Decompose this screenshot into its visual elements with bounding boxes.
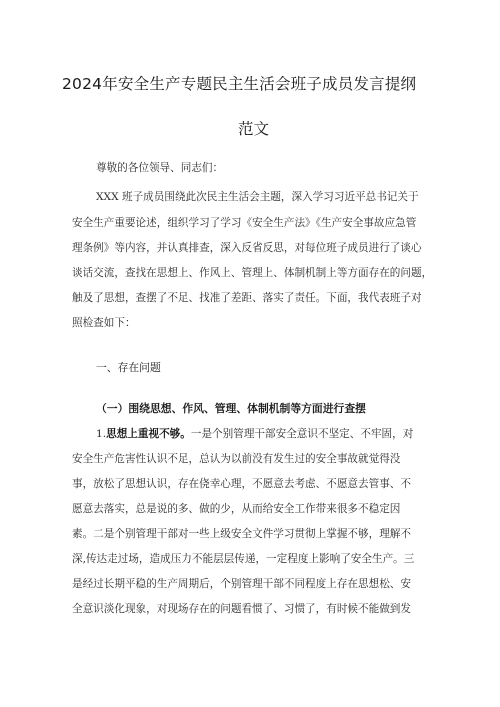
item-heading: 思想上重视不够。 (106, 428, 191, 440)
paragraph-line: 谈话交流，查找在思想上、作风上、管理上、体制机制上等方面存在的问题， (72, 267, 433, 279)
item-number: 1. (96, 428, 107, 440)
salutation: 尊敬的各位领导、同志们： (96, 162, 224, 174)
paragraph-first-line (96, 426, 413, 441)
paragraph-line: 安全生产重要论述，组织学习了学习《安全生产法》《生产安全事故应急管 (72, 217, 417, 229)
section-heading: 一、存在问题 (96, 361, 161, 374)
paragraph-line: 素。二是个别管理干部对一些上级安全文件学习贯彻上掌握不够，理解不 (72, 528, 411, 540)
paragraph-line: 事，放松了思想认识，存在侥幸心理，不愿意去考虑、不愿意去管事、不 (72, 478, 411, 490)
paragraph-line: 照检查如下： (72, 317, 136, 329)
paragraph-line: 愿意去落实，总是说的多、做的少，从而给安全工作带来很多不稳定因 (72, 503, 401, 515)
item-text: 一是个别管理干部安全意识不坚定、不牢固，对 (190, 428, 414, 440)
paragraph-line: 触及了思想，查摆了不足、找准了差距、落实了责任。下面，我代表班子对 (72, 292, 422, 304)
paragraph-line: 是经过长期平稳的生产周期后，个别管理干部不同程度上存在思想松、安 (72, 578, 411, 590)
paragraph-line: 全意识淡化现象，对现场存在的问题看惯了、习惯了，有时候不能做到发 (72, 603, 411, 615)
subsection-heading: （一）围绕思想、作风、管理、体制机制等方面进行查摆 (96, 402, 366, 415)
document-title-continuation: 范文 (238, 120, 270, 138)
document-title: 2024年安全生产专题民主生活会班子成员发言提纲 (62, 75, 417, 93)
paragraph-line: 理条例》等内容，并认真排查，深入反省反思，对每位班子成员进行了谈心 (72, 242, 422, 254)
paragraph-line: 安全生产危害性认识不足，总认为以前没有发生过的安全事故就觉得没 (72, 453, 401, 465)
paragraph-line: XXX 班子成员围绕此次民主生活会主题，深入学习习近平总书记关于 (96, 191, 419, 203)
paragraph-line: 深,传达走过场，造成压力不能层层传递，一定程度上影响了安全生产。三 (72, 553, 415, 565)
